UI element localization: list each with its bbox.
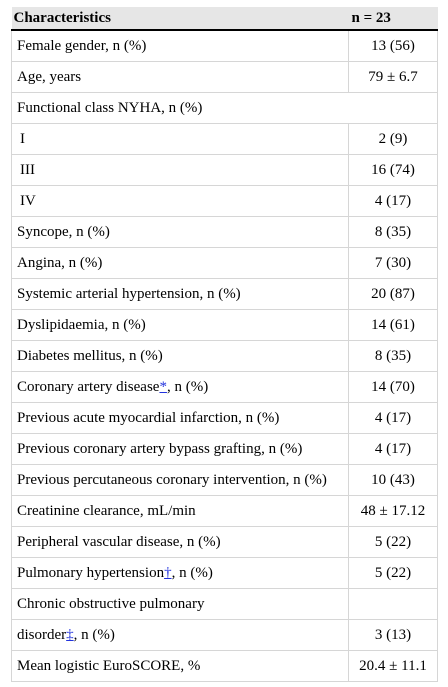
table-row xyxy=(12,465,438,496)
table-row xyxy=(12,434,438,465)
row-label: Dyslipidaemia, n (%) xyxy=(12,310,349,341)
table-row xyxy=(12,372,438,403)
table-header-row xyxy=(12,7,438,30)
table-row xyxy=(12,217,438,248)
row-value: 8 (35) xyxy=(349,217,438,248)
table-row xyxy=(12,279,438,310)
row-value: 5 (22) xyxy=(349,527,438,558)
table-row xyxy=(12,155,438,186)
row-label: Angina, n (%) xyxy=(12,248,349,279)
row-value xyxy=(349,589,438,620)
table-row xyxy=(12,310,438,341)
row-label: Peripheral vascular disease, n (%) xyxy=(12,527,349,558)
table-row xyxy=(12,558,438,589)
row-label: Previous acute myocardial infarction, n (%) xyxy=(12,403,349,434)
footnote-link-asterisk[interactable]: * xyxy=(159,378,167,395)
table-row xyxy=(12,62,438,93)
row-value: 4 (17) xyxy=(349,186,438,217)
row-label: Functional class NYHA, n (%) xyxy=(12,93,349,124)
header-n: n = 23 xyxy=(349,7,438,30)
row-value: 20.4 ± 11.1 xyxy=(349,651,438,682)
row-value: 48 ± 17.12 xyxy=(349,496,438,527)
row-label-suffix: , n (%) xyxy=(73,626,115,643)
row-label: Syncope, n (%) xyxy=(12,217,349,248)
row-value: 2 (9) xyxy=(349,124,438,155)
row-value: 7 (30) xyxy=(349,248,438,279)
row-label: IV xyxy=(12,186,349,217)
table-row xyxy=(12,186,438,217)
table-row xyxy=(12,124,438,155)
table-row xyxy=(12,248,438,279)
row-label xyxy=(12,620,349,651)
row-value: 5 (22) xyxy=(349,558,438,589)
baseline-characteristics-table-container xyxy=(11,7,437,682)
row-value: 10 (43) xyxy=(349,465,438,496)
row-label: Previous coronary artery bypass grafting, n (%) xyxy=(12,434,349,465)
row-label: III xyxy=(12,155,349,186)
row-value: 3 (13) xyxy=(349,620,438,651)
row-label: Female gender, n (%) xyxy=(12,30,349,62)
row-value: 13 (56) xyxy=(349,30,438,62)
baseline-characteristics-table xyxy=(11,7,438,682)
header-characteristics: Characteristics xyxy=(12,7,349,30)
row-value: 4 (17) xyxy=(349,434,438,465)
table-row xyxy=(12,341,438,372)
row-label: I xyxy=(12,124,349,155)
row-label-text: Coronary artery disease xyxy=(17,378,160,395)
row-value: 4 (17) xyxy=(349,403,438,434)
row-label: Diabetes mellitus, n (%) xyxy=(12,341,349,372)
row-label xyxy=(12,372,349,403)
row-label-suffix: , n (%) xyxy=(166,378,209,395)
table-row xyxy=(12,651,438,682)
row-label xyxy=(12,558,349,589)
row-value: 79 ± 6.7 xyxy=(349,62,438,93)
table-row xyxy=(12,93,438,124)
table-row xyxy=(12,527,438,558)
row-label: Creatinine clearance, mL/min xyxy=(12,496,349,527)
row-label: Mean logistic EuroSCORE, % xyxy=(12,651,349,682)
row-label-text: disorder xyxy=(17,626,67,643)
row-label: Age, years xyxy=(12,62,349,93)
row-label: Previous percutaneous coronary intervention, n (%) xyxy=(12,465,349,496)
row-value: 14 (70) xyxy=(349,372,438,403)
row-value: 20 (87) xyxy=(349,279,438,310)
row-label-suffix: , n (%) xyxy=(171,564,213,581)
table-row xyxy=(12,496,438,527)
row-value: 16 (74) xyxy=(349,155,438,186)
row-value: 8 (35) xyxy=(349,341,438,372)
row-label-text: Pulmonary hypertension xyxy=(17,564,165,581)
table-row xyxy=(12,620,438,651)
footnote-link-double-dagger[interactable]: ‡ xyxy=(66,626,74,643)
row-label: Chronic obstructive pulmonary xyxy=(12,589,349,620)
footnote-link-dagger[interactable]: † xyxy=(164,564,172,581)
table-row xyxy=(12,403,438,434)
table-row xyxy=(12,30,438,62)
row-label: Systemic arterial hypertension, n (%) xyxy=(12,279,349,310)
row-value: 14 (61) xyxy=(349,310,438,341)
row-value xyxy=(349,93,438,124)
table-row xyxy=(12,589,438,620)
